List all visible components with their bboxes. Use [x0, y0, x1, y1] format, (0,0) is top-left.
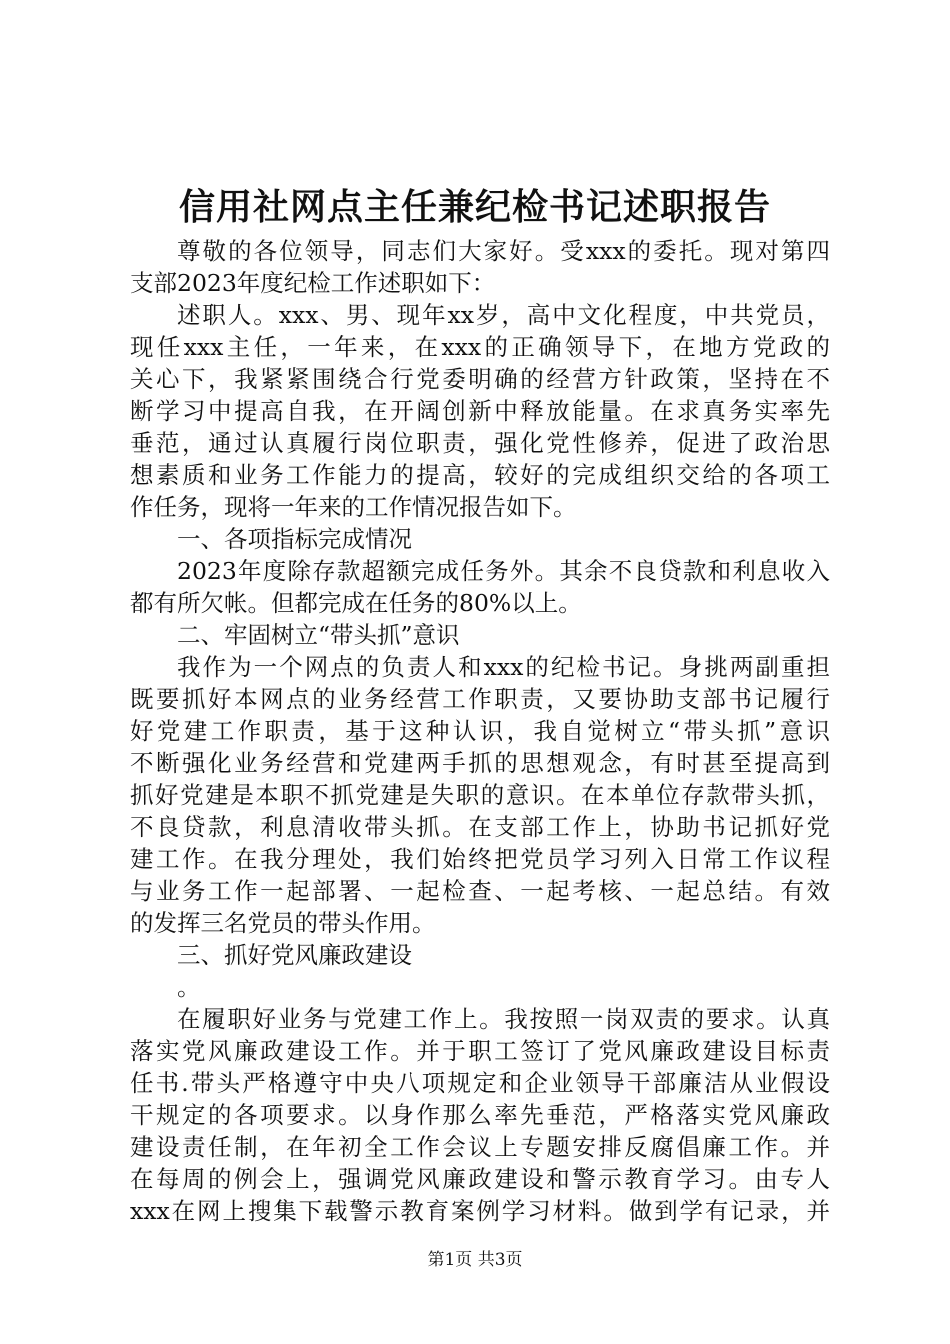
text-line: 作任务，现将一年来的工作情况报告如下。: [130, 493, 577, 521]
text-line: 不断强化业务经营和党建两手抓的思想观念，有时甚至提高到: [130, 749, 830, 777]
text-line: 建设责任制，在年初全工作会议上专题安排反腐倡廉工作。并: [130, 1133, 830, 1161]
text-line: 不良贷款，利息清收带头抓。在支部工作上，协助书记抓好党: [130, 813, 830, 841]
text-line: 的发挥三名党员的带头作用。: [130, 909, 436, 937]
text-line: xxx在网上搜集下载警示教育案例学习材料。做到学有记录，并: [130, 1197, 830, 1225]
text-line: 二、牢固树立“带头抓”意识: [177, 621, 460, 649]
text-line: 都有所欠帐。但都完成在任务的80%以上。: [130, 589, 582, 617]
text-line: 在每周的例会上，强调党风廉政建设和警示教育学习。由专人: [130, 1165, 830, 1193]
text-line: 抓好党建是本职不抓党建是失职的意识。在本单位存款带头抓，: [130, 781, 830, 809]
text-line: 一、各项指标完成情况: [177, 525, 412, 553]
text-line: 任书.带头严格遵守中央八项规定和企业领导干部廉洁从业假设: [130, 1069, 830, 1097]
text-line: 述职人。xxx、男、现年xx岁，高中文化程度，中共党员，: [177, 301, 830, 329]
text-line: 在履职好业务与党建工作上。我按照一岗双责的要求。认真: [177, 1005, 830, 1033]
text-line: 既要抓好本网点的业务经营工作职责，又要协助支部书记履行: [130, 685, 830, 713]
text-line: 我作为一个网点的负责人和xxx的纪检书记。身挑两副重担: [177, 653, 830, 681]
text-line: 尊敬的各位领导，同志们大家好。受xxx的委托。现对第四: [177, 237, 830, 265]
text-line: 落实党风廉政建设工作。并于职工签订了党风廉政建设目标责: [130, 1037, 830, 1065]
page-footer: 第1页 共3页: [427, 1250, 523, 1270]
text-line: 三、抓好党风廉政建设: [177, 941, 412, 969]
document-title: 信用社网点主任兼纪检书记述职报告: [178, 186, 771, 228]
text-line: 现任xxx主任，一年来，在xxx的正确领导下，在地方党政的: [130, 333, 830, 361]
text-line: 断学习中提高自我，在开阔创新中释放能量。在求真务实率先: [130, 397, 830, 425]
text-line: 干规定的各项要求。以身作那么率先垂范，严格落实党风廉政: [130, 1101, 830, 1129]
text-line: 支部2023年度纪检工作述职如下：: [130, 269, 496, 297]
text-line: 垂范，通过认真履行岗位职责，强化党性修养，促进了政治思: [130, 429, 830, 457]
text-line: 2023年度除存款超额完成任务外。其余不良贷款和利息收入: [177, 557, 830, 585]
text-line: 关心下，我紧紧围绕合行党委明确的经营方针政策，坚持在不: [130, 365, 830, 393]
text-line: 与业务工作一起部署、一起检查、一起考核、一起总结。有效: [130, 877, 830, 905]
text-line: 建工作。在我分理处，我们始终把党员学习列入日常工作议程: [130, 845, 830, 873]
text-line: 想素质和业务工作能力的提高，较好的完成组织交给的各项工: [130, 461, 830, 489]
text-line: 。: [177, 973, 201, 1001]
text-line: 好党建工作职责，基于这种认识，我自觉树立“带头抓”意识: [130, 717, 830, 745]
document-body: [130, 235, 830, 1227]
